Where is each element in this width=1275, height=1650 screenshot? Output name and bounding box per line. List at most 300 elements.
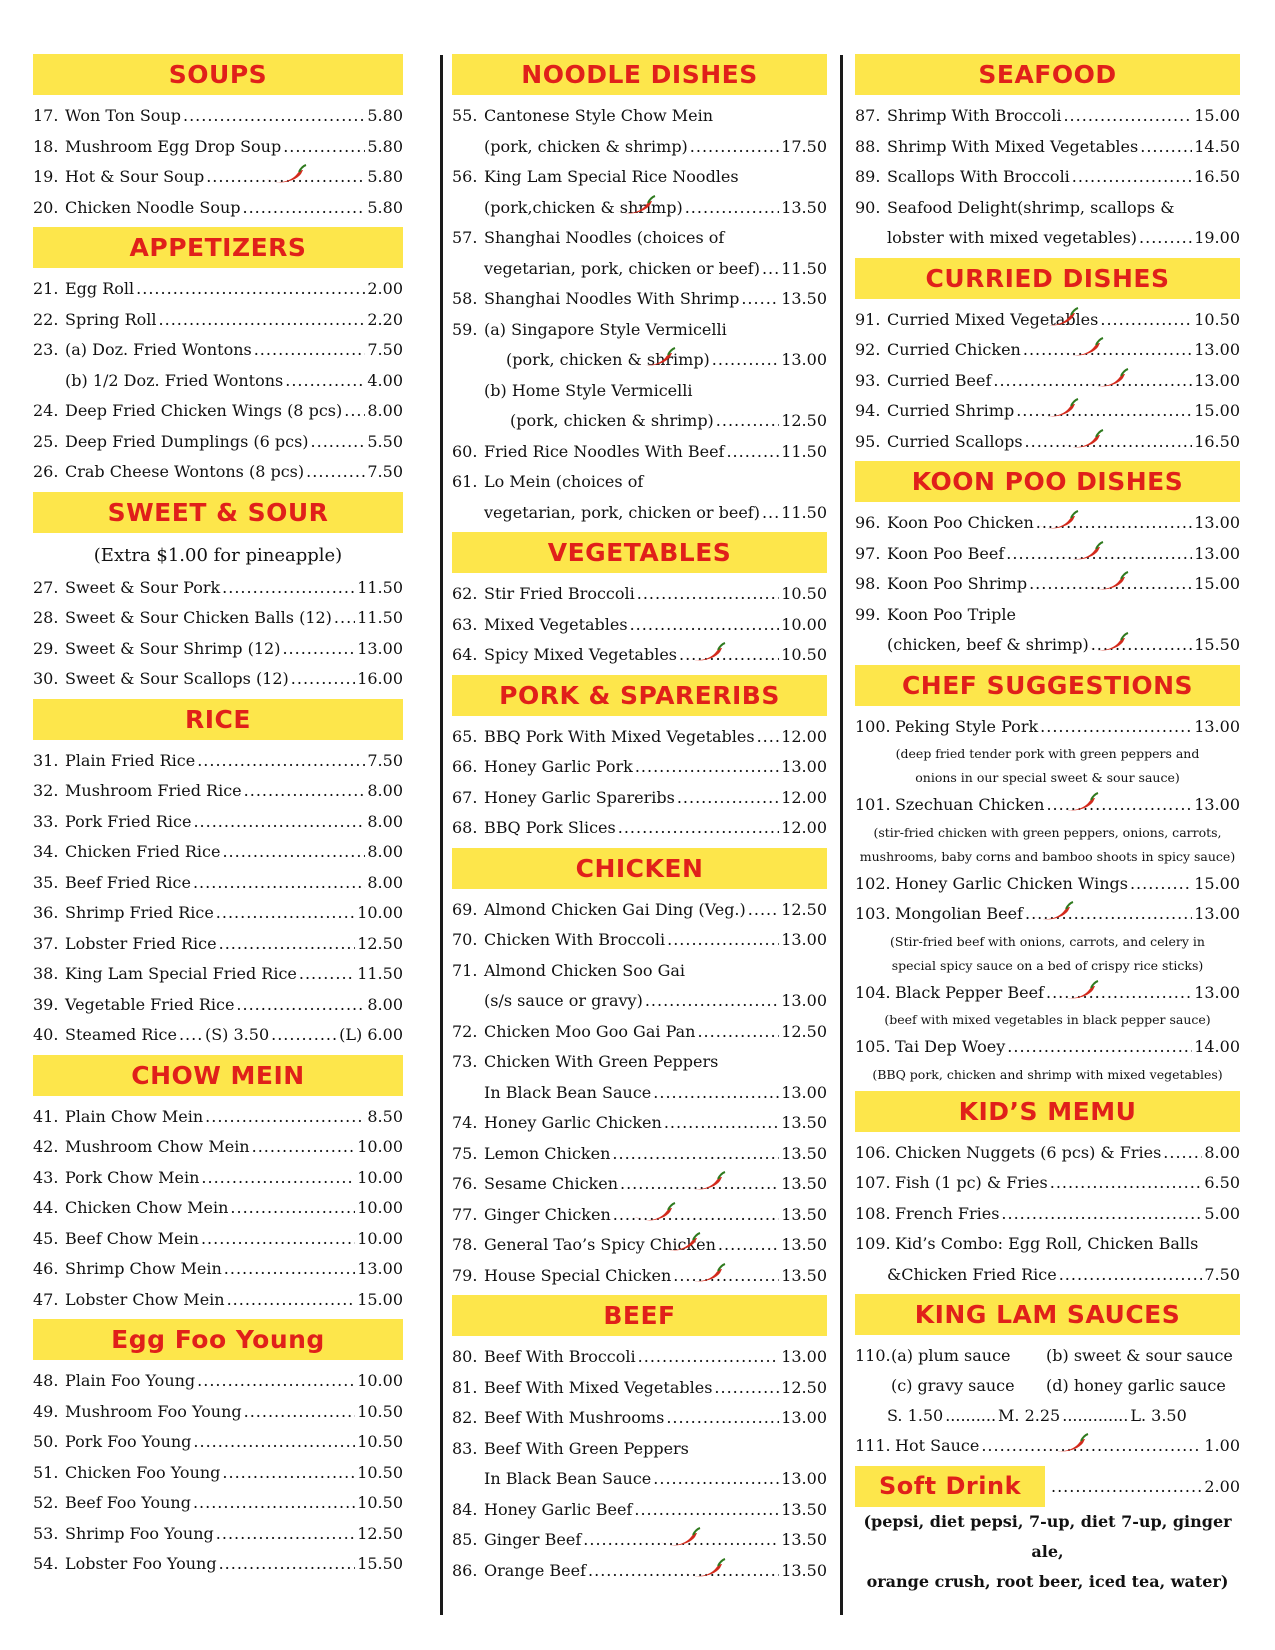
- item-name: Szechuan Chicken: [895, 795, 1045, 814]
- dot-leader: [762, 254, 779, 285]
- menu-column-2: [452, 50, 827, 1586]
- menu-item-59b: [452, 376, 827, 437]
- menu-item-69: [452, 895, 827, 926]
- dot-leader: [726, 437, 779, 468]
- item-100-description: (deep fried tender pork with green peppers and: [895, 746, 1200, 761]
- seafood-list: [855, 101, 1240, 193]
- item-price: 13.00: [781, 1347, 827, 1366]
- dot-leader: [216, 1519, 355, 1550]
- item-number: 109.: [855, 1234, 891, 1253]
- item-detail: vegetarian, pork, chicken or beef): [484, 258, 760, 278]
- menu-item-73: [452, 1047, 827, 1108]
- menu-item-line: [33, 868, 403, 899]
- item-price: 16.00: [357, 669, 403, 688]
- item-number: 87.: [855, 106, 881, 125]
- item-price: 8.50: [367, 1106, 403, 1126]
- item-number: 72.: [452, 1021, 478, 1041]
- item-number: 57.: [452, 228, 478, 247]
- item-number: 95.: [855, 431, 881, 451]
- soft-drink-price: 2.00: [1204, 1476, 1240, 1496]
- item-name: Koon Poo Beef: [887, 543, 1005, 563]
- menu-column-1: [33, 50, 403, 1580]
- dot-leader: [635, 752, 779, 783]
- menu-item-109: [855, 1229, 1240, 1290]
- dot-leader: [197, 1366, 355, 1397]
- item-name: Curried Chicken: [887, 340, 1021, 359]
- item-name: Plain Fried Rice: [65, 750, 196, 770]
- dot-leader: [1025, 427, 1193, 458]
- dot-leader: [193, 1427, 355, 1458]
- item-price: 13.00: [781, 757, 827, 776]
- dot-leader: [183, 101, 365, 132]
- item-name: Pork Chow Mein: [65, 1167, 200, 1187]
- menu-item-continuation: [452, 345, 827, 376]
- chili-pepper-icon: [1060, 541, 1104, 563]
- menu-item-continuation: [452, 498, 827, 529]
- dot-leader: [205, 1102, 365, 1133]
- item-price: 13.00: [1194, 716, 1240, 736]
- dot-leader: [311, 427, 366, 458]
- item-detail: (chicken, beef & shrimp): [887, 635, 1089, 654]
- menu-item-line: [33, 1366, 403, 1397]
- item-price: 1.00: [1204, 1436, 1240, 1455]
- menu-item-90: [855, 193, 1240, 254]
- item-name: Shanghai Noodles (choices of: [484, 228, 725, 247]
- menu-item-line: [452, 1434, 827, 1465]
- menu-item-line: [33, 776, 403, 807]
- menu-item-111: [855, 1431, 1240, 1462]
- dot-leader: [664, 1108, 779, 1139]
- item-price: 10.50: [357, 1432, 403, 1451]
- menu-item-continuation: [452, 1078, 827, 1109]
- item-price: 2.00: [367, 279, 403, 298]
- item-name: Koon Poo Triple: [887, 604, 1016, 624]
- menu-item-line: [855, 162, 1240, 193]
- menu-item-55: [452, 101, 827, 162]
- menu-item-line: [452, 1230, 827, 1261]
- menu-item-line: [855, 1431, 1240, 1462]
- egg-foo-young-header: Egg Foo Young: [33, 1319, 403, 1360]
- item-number: 82.: [452, 1408, 478, 1427]
- egg-foo-young-list: [33, 1366, 403, 1580]
- menu-item-continuation: [452, 132, 827, 163]
- item-name: Sweet & Sour Shrimp (12): [65, 638, 281, 658]
- menu-item-line: [33, 837, 403, 868]
- menu-item-continuation: [855, 630, 1240, 661]
- item-number: 91.: [855, 309, 881, 329]
- item-name: Chicken Noodle Soup: [65, 197, 241, 217]
- item-name: Curried Scallops: [887, 431, 1023, 451]
- appetizers-header: APPETIZERS: [33, 227, 403, 268]
- menu-item-line: [33, 990, 403, 1021]
- item-number: 99.: [855, 604, 881, 624]
- item-number: 106.: [855, 1142, 891, 1162]
- item-name: Mushroom Egg Drop Soup: [65, 136, 282, 156]
- item-name: Kid’s Combo: Egg Roll, Chicken Balls: [895, 1234, 1199, 1253]
- item-price: 10.50: [357, 1493, 403, 1512]
- item-price: 13.50: [781, 1499, 827, 1519]
- item-name: Beef With Mixed Vegetables: [484, 1377, 713, 1397]
- menu-item-line: [33, 959, 403, 990]
- item-price: 16.50: [1194, 431, 1240, 451]
- item-name: Honey Garlic Spareribs: [484, 787, 675, 807]
- item-name: Chicken With Green Peppers: [484, 1052, 719, 1071]
- menu-item-105: [855, 1032, 1240, 1063]
- item-number: 50.: [33, 1432, 59, 1451]
- item-number: 19.: [33, 167, 59, 186]
- item-price: 19.00: [1194, 228, 1240, 247]
- dot-leader: [193, 868, 365, 899]
- dot-leader: [254, 335, 366, 366]
- item-price: 13.50: [781, 1113, 827, 1132]
- pineapple-note: (Extra $1.00 for pineapple): [93, 544, 343, 566]
- dot-leader: [285, 366, 365, 397]
- item-number: 93.: [855, 370, 881, 390]
- item-name: Sesame Chicken: [484, 1174, 618, 1193]
- menu-item-82: [452, 1403, 827, 1434]
- item-price: 10.00: [357, 1228, 403, 1248]
- item-price: 13.00: [1194, 543, 1240, 563]
- menu-item-line: [855, 1229, 1240, 1260]
- item-number: 98.: [855, 574, 881, 593]
- item-price: 8.00: [1204, 1142, 1240, 1162]
- menu-item-line: [33, 1549, 403, 1580]
- item-name: Lobster Foo Young: [65, 1554, 217, 1573]
- menu-item-continuation: [452, 986, 827, 1017]
- item-price: 12.50: [781, 899, 827, 919]
- item-number: 46.: [33, 1259, 59, 1278]
- sweet-sour-header: SWEET & SOUR: [33, 492, 403, 533]
- dot-leader: [690, 132, 779, 163]
- item-name: Scallops With Broccoli: [887, 167, 1070, 186]
- item-price: 12.50: [781, 411, 827, 430]
- column-divider-left: [440, 55, 443, 1615]
- chef-suggestions-header: CHEF SUGGESTIONS: [855, 665, 1240, 706]
- item-name: Hot & Sour Soup: [65, 167, 205, 186]
- item-number: 17.: [33, 106, 59, 125]
- item-number: 28.: [33, 608, 59, 627]
- item-price: 12.50: [781, 1021, 827, 1041]
- menu-item-line: [33, 1102, 403, 1133]
- dot-leader: [193, 1488, 355, 1519]
- dot-leader: [219, 929, 356, 960]
- menu-item-line: [452, 284, 827, 315]
- menu-item-line: [452, 1108, 827, 1139]
- menu-item-line: [33, 1254, 403, 1285]
- item-name: Honey Garlic Beef: [484, 1499, 633, 1519]
- menu-item-99: [855, 600, 1240, 661]
- dot-leader: [219, 1549, 356, 1580]
- dot-leader: [716, 406, 779, 437]
- dot-leader: [201, 1224, 355, 1255]
- dot-leader: [666, 1403, 779, 1434]
- menu-item-line: [452, 925, 827, 956]
- item-price: 10.00: [357, 1167, 403, 1187]
- menu-item-line: [33, 193, 403, 224]
- item-number: 59.: [452, 319, 478, 339]
- item-number: 34.: [33, 842, 59, 861]
- item-price: 10.50: [357, 1462, 403, 1482]
- dot-leader: [306, 457, 365, 488]
- menu-item-line: [33, 807, 403, 838]
- menu-item-line: [452, 223, 827, 254]
- dot-leader: [1139, 223, 1192, 254]
- item-name: Beef Chow Mein: [65, 1228, 199, 1248]
- item-price: 13.50: [781, 1560, 827, 1580]
- dot-leader: [159, 305, 366, 336]
- dot-leader: [222, 573, 355, 604]
- item-price: 12.00: [781, 818, 827, 837]
- chili-pepper-icon: [1085, 368, 1129, 390]
- menu-item-steamed-rice: 40. Steamed Rice ..... (S) 3.50 ..... (L) 6.00: [33, 1020, 403, 1051]
- menu-item-line: [33, 274, 403, 305]
- dot-leader: [197, 746, 365, 777]
- item-name: Lobster Fried Rice: [65, 933, 217, 953]
- chili-pepper-icon: [682, 642, 726, 664]
- item-name: Lemon Chicken: [484, 1143, 611, 1163]
- chicken-list: [452, 1108, 827, 1291]
- item-name: Lobster Chow Mein: [65, 1289, 225, 1309]
- sauces-header: KING LAM SAUCES: [855, 1294, 1240, 1335]
- item-price: 13.50: [781, 1204, 827, 1224]
- menu-item-line: [855, 978, 1240, 1009]
- dot-leader: [201, 1163, 355, 1194]
- chili-pepper-icon: [1055, 980, 1099, 1002]
- item-price: 12.50: [781, 1377, 827, 1397]
- menu-item-81: [452, 1373, 827, 1404]
- dot-leader: [291, 664, 355, 695]
- dot-leader: [224, 1254, 355, 1285]
- item-number: 100.: [855, 716, 891, 736]
- item-name: Chicken Foo Young: [65, 1462, 221, 1482]
- item-detail: (pork,chicken & shrimp): [484, 197, 683, 217]
- item-name: Black Pepper Beef: [895, 982, 1044, 1002]
- item-103-description: (Stir-fried beef with onions, carrots, and celery in: [890, 933, 1205, 949]
- item-number: 111.: [855, 1436, 891, 1455]
- item-number: 104.: [855, 982, 891, 1002]
- rice-list: [33, 746, 403, 1021]
- item-price: 13.50: [781, 1530, 827, 1549]
- menu-item-70: [452, 925, 827, 956]
- item-number: 26.: [33, 462, 59, 481]
- menu-item-80: [452, 1342, 827, 1373]
- item-name: Almond Chicken Gai Ding (Veg.): [484, 899, 746, 919]
- item-price: 15.00: [1194, 574, 1240, 593]
- item-number: 53.: [33, 1523, 59, 1543]
- dot-leader: [1007, 1032, 1192, 1063]
- item-name: Koon Poo Shrimp: [887, 574, 1028, 593]
- item-number: 66.: [452, 757, 478, 776]
- menu-item-line: [33, 1193, 403, 1224]
- menu-item-line: [855, 569, 1240, 600]
- item-name: Spicy Mixed Vegetables: [484, 645, 677, 664]
- dot-leader: [645, 986, 779, 1017]
- item-name: Beef Fried Rice: [65, 872, 191, 892]
- item-price: 13.00: [781, 1408, 827, 1427]
- item-price: 13.00: [781, 1082, 827, 1102]
- item-name: Hot Sauce: [895, 1436, 980, 1455]
- item-number: 88.: [855, 136, 881, 156]
- item-price: 13.50: [781, 1143, 827, 1163]
- item-number: 23.: [33, 340, 59, 359]
- dot-leader: [638, 1342, 780, 1373]
- item-price: 11.50: [357, 608, 403, 627]
- menu-item-61: [452, 467, 827, 528]
- item-number: 84.: [452, 1499, 478, 1519]
- menu-item-line: [452, 1017, 827, 1048]
- item-number: 62.: [452, 584, 478, 603]
- item-number: 73.: [452, 1052, 478, 1071]
- dot-leader: [1063, 101, 1192, 132]
- item-number: 36.: [33, 903, 59, 922]
- item-number: 90.: [855, 197, 881, 217]
- soft-drink-list-2: orange crush, root beer, iced tea, water): [866, 1571, 1229, 1591]
- item-name: Chicken Nuggets (6 pcs) & Fries: [895, 1142, 1162, 1162]
- item-105-description: (BBQ pork, chicken and shrimp with mixed vegetables): [872, 1066, 1223, 1082]
- item-name: (a) Doz. Fried Wontons: [65, 340, 252, 359]
- item-number: 94.: [855, 401, 881, 420]
- menu-item-line: [452, 813, 827, 844]
- item-name: Plain Chow Mein: [65, 1106, 204, 1126]
- item-number: 77.: [452, 1204, 478, 1224]
- menu-item-103: [855, 899, 1240, 930]
- item-price: 7.50: [367, 340, 403, 359]
- item-number: 22.: [33, 309, 59, 329]
- item-number: 69.: [452, 899, 478, 919]
- menu-item-line: [855, 869, 1240, 900]
- menu-item-104: [855, 978, 1240, 1009]
- item-detail: (pork, chicken & shrimp): [506, 350, 710, 369]
- item-number: 54.: [33, 1554, 59, 1573]
- item-detail: (pork, chicken & shrimp): [484, 136, 688, 156]
- dot-leader: [136, 274, 365, 305]
- item-name: Chicken Moo Goo Gai Pan: [484, 1021, 696, 1041]
- item-detail: In Black Bean Sauce: [484, 1469, 652, 1488]
- menu-item-line: [33, 1285, 403, 1316]
- dot-leader: [193, 807, 365, 838]
- kids-menu-header: KID’S MEMU: [855, 1091, 1240, 1132]
- item-number: 64.: [452, 645, 478, 664]
- chili-pepper-icon: [1055, 792, 1099, 814]
- item-number: 101.: [855, 795, 891, 814]
- dot-leader: [230, 1193, 355, 1224]
- menu-item-line: [452, 1373, 827, 1404]
- item-name: BBQ Pork With Mixed Vegetables: [484, 726, 755, 746]
- item-price: 13.00: [781, 991, 827, 1010]
- chili-pepper-icon: [263, 164, 307, 186]
- item-name: Beef With Mushrooms: [484, 1408, 665, 1427]
- dot-leader: [244, 776, 366, 807]
- dot-leader: [1040, 712, 1192, 743]
- menu-item-56: [452, 162, 827, 223]
- item-price: 2.20: [367, 309, 403, 329]
- item-number: 49.: [33, 1401, 59, 1421]
- item-name: Ginger Chicken: [484, 1204, 611, 1224]
- menu-item-line: [33, 1488, 403, 1519]
- item-name: Mongolian Beef: [895, 904, 1023, 923]
- menu-item-line: [33, 132, 403, 163]
- chili-pepper-icon: [1035, 307, 1079, 329]
- menu-item-71: [452, 956, 827, 1017]
- item-price: 13.00: [781, 930, 827, 949]
- item-name: Shrimp With Broccoli: [887, 106, 1062, 125]
- menu-item-line: [33, 427, 403, 458]
- item-price: 10.00: [357, 1137, 403, 1156]
- dot-leader: [236, 990, 365, 1021]
- dot-leader: [344, 396, 365, 427]
- menu-item-line: [452, 315, 827, 346]
- chili-pepper-icon: [682, 1263, 726, 1285]
- sweet-sour-list: [33, 573, 403, 695]
- item-price: 5.80: [367, 197, 403, 217]
- dot-leader: [757, 722, 780, 753]
- item-number: 81.: [452, 1377, 478, 1397]
- menu-item-line: [855, 790, 1240, 821]
- chicken-header: CHICKEN: [452, 848, 827, 889]
- dot-leader: [1163, 1138, 1202, 1169]
- item-number: 44.: [33, 1198, 59, 1217]
- item-name: Mixed Vegetables: [484, 614, 628, 634]
- chili-pepper-icon: [632, 1202, 676, 1224]
- item-number: 107.: [855, 1173, 891, 1192]
- dot-leader: [222, 1458, 355, 1489]
- dot-leader: [612, 1139, 779, 1170]
- menu-item-line: [452, 1556, 827, 1587]
- item-name: Stir Fried Broccoli: [484, 584, 635, 603]
- item-price: 13.50: [781, 1265, 827, 1285]
- chili-pepper-icon: [632, 347, 676, 369]
- item-number: 97.: [855, 543, 881, 563]
- dot-leader: [1050, 1168, 1203, 1199]
- item-name: General Tao’s Spicy Chicken: [484, 1235, 716, 1254]
- menu-item-line: [33, 1163, 403, 1194]
- chili-pepper-icon: [1085, 632, 1129, 654]
- menu-item-line: [855, 600, 1240, 631]
- item-number: 41.: [33, 1106, 59, 1126]
- menu-item-line: [855, 427, 1240, 458]
- menu-item-line: [33, 101, 403, 132]
- soups-header: SOUPS: [33, 54, 403, 95]
- item-price: 6.50: [1204, 1173, 1240, 1192]
- item-price: 10.00: [357, 903, 403, 922]
- menu-item-continuation: [452, 406, 827, 437]
- item-number: 96.: [855, 513, 881, 532]
- item-103-description-2: special spicy sauce on a bed of crispy rice sticks): [891, 957, 1204, 973]
- item-price: 8.00: [367, 781, 403, 800]
- item-name: Pork Foo Young: [65, 1432, 192, 1451]
- item-price: 5.80: [367, 106, 403, 125]
- soft-drink-row: [855, 1466, 1240, 1507]
- item-name: Chicken Chow Mein: [65, 1198, 229, 1217]
- item-price: 12.50: [357, 1523, 403, 1543]
- dot-leader: [1001, 1199, 1202, 1230]
- item-name: Curried Beef: [887, 370, 992, 390]
- item-price: 7.50: [367, 750, 403, 770]
- dot-leader: [1140, 132, 1192, 163]
- item-name: Sweet & Sour Scallops (12): [65, 669, 289, 688]
- item-price: 14.00: [1194, 1037, 1240, 1056]
- menu-item-line: [855, 508, 1240, 539]
- item-name: House Special Chicken: [484, 1265, 672, 1285]
- chili-pepper-icon: [612, 195, 656, 217]
- item-name: Peking Style Pork: [895, 716, 1039, 736]
- item-price: 11.50: [781, 502, 827, 522]
- item-number: 74.: [452, 1113, 478, 1132]
- item-number: 89.: [855, 167, 881, 186]
- item-name: Shanghai Noodles With Shrimp: [484, 289, 740, 308]
- item-name: Shrimp Foo Young: [65, 1523, 214, 1543]
- item-price: 5.80: [367, 167, 403, 186]
